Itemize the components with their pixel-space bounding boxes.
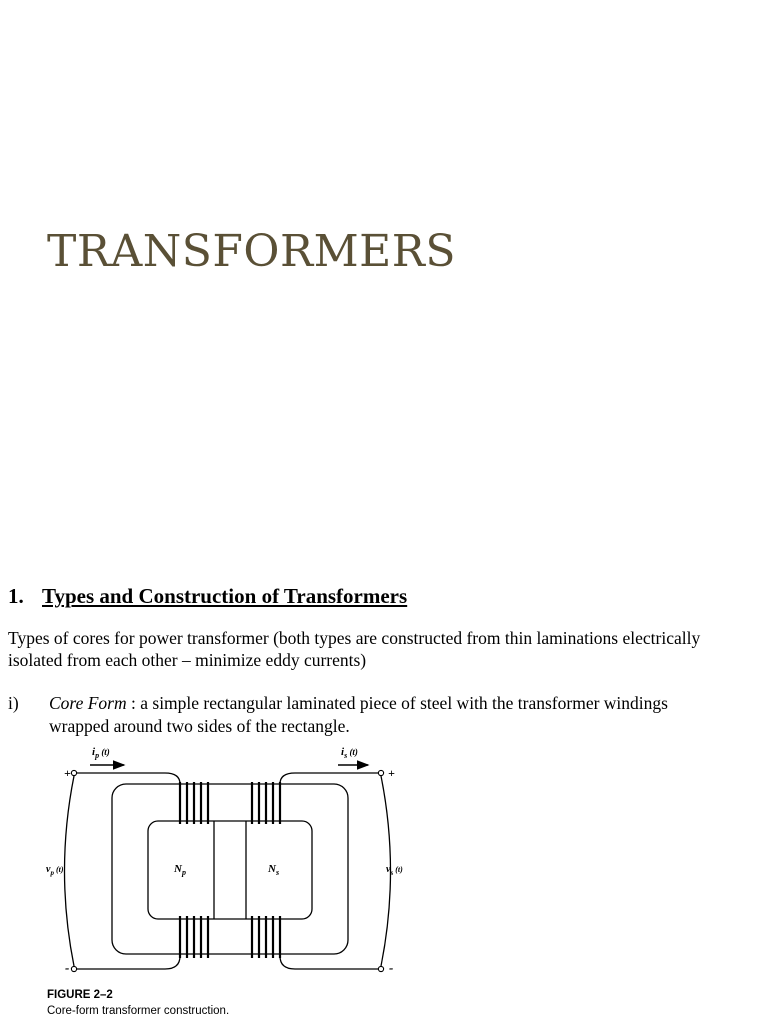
primary-leads: [65, 773, 181, 969]
core-form-term: Core Form: [49, 693, 127, 713]
primary-turns-label: $N_p$: [174, 863, 186, 877]
section-heading: [8, 584, 407, 609]
secondary-turns-label: $N_s$: [268, 863, 280, 877]
primary-plus-sign: +: [64, 766, 71, 780]
secondary-leads: [280, 773, 391, 969]
intro-line-1: Types of cores for power transformer (both types are constructed from thin laminations electrically: [8, 628, 701, 648]
core-form-text-line-1: : a simple rectangular laminated piece of steel with the transformer windings: [126, 693, 668, 713]
figure-caption-text: Core-form transformer construction.: [47, 1005, 230, 1017]
transformer-core: [112, 784, 348, 954]
transformer-diagram: [30, 738, 420, 983]
section-number: 1.: [8, 584, 24, 608]
secondary-current-label: $i_s$ $^{(t)}$: [341, 746, 358, 760]
list-marker: i): [8, 693, 19, 713]
secondary-voltage-label: $v_s$ $^{(t)}$: [386, 864, 403, 877]
intro-line-2: isolated from each other – minimize eddy currents): [8, 650, 367, 670]
intro-paragraph: [8, 627, 760, 671]
primary-minus-sign: -: [65, 960, 70, 975]
secondary-minus-sign: -: [389, 960, 394, 975]
list-item-core-form: [8, 692, 760, 738]
secondary-plus-sign: +: [388, 766, 395, 780]
page-title: TRANSFORMERS: [47, 226, 457, 277]
figure-caption: [47, 987, 229, 1019]
section-heading-text: Types and Construction of Transformers: [42, 584, 408, 608]
core-form-text-line-2: wrapped around two sides of the rectangle.: [49, 716, 350, 736]
figure-label: FIGURE 2–2: [47, 989, 113, 1001]
primary-current-label: $i_p$ $^{(t)}$: [92, 746, 110, 760]
core-form-transformer-figure: [30, 738, 420, 988]
primary-voltage-label: $v_p$ $^{(t)}$: [46, 864, 64, 877]
terminals: [71, 770, 383, 971]
